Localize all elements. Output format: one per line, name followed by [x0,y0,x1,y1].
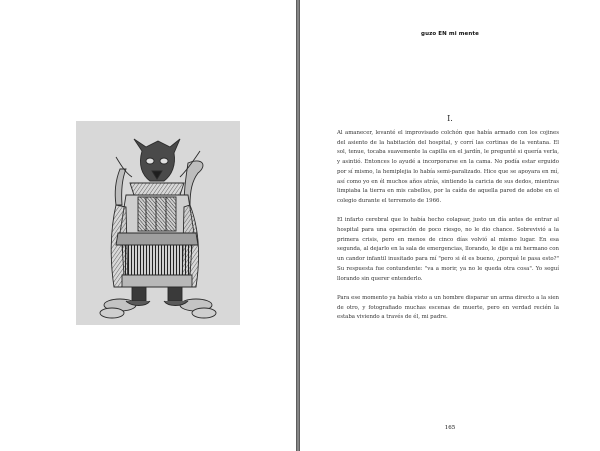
page-number: 165 [444,425,456,431]
body-text [337,129,559,333]
running-head: guzo EN mi mente [421,31,479,37]
paragraph: Para ese momento ya había visto a un hombre disparar un arma directo a la sien de otro, y fotografiado muchas escenas de muerte, pero en verdad recién la estaba viviendo a través de él, mi padre. [337,294,559,321]
paragraph: Al amanecer, levanté el improvisado colchón que había armado con los cojines del asiento de la habitación del hospital, y corrí las cortinas de la ventana. El sol, tenue, tocaba suavemente la capilla en el jardín, le pregunté si quería verla, y asintió. Entonces lo ayudé a incorporarse en la cama. No podía estar erguido por sí mismo, la hemiplejia lo había semi-paralizado. Hice que se apoyara en mí, así como yo en él muchos años atrás, sintiendo la caricia de sus dedos, mientras limpiaba la tierra en mis cabellos, por la caída de aquella pared de adobe en el colegio durante el terremoto de 1966. [337,130,559,204]
paragraph: El infarto cerebral que lo había hecho colapsar, justo un día antes de entrar al hospital para una operación de poco riesgo, no le dio chance. Sobrevivió a la primera crisis, pero en menos de cinco días volvió al mismo lugar. En esa segunda, al dejarlo en la sala de emergencias, llorando, le dije a mi hermano con un candor infantil inusitado para mí "pero si él es bueno, ¿porqué le pasa esto?" Su respuesta fue contundente: "va a morir, ya no le queda otra cosa". Yo seguí llorando sin querer entenderlo. [337,217,559,282]
right-page [300,0,600,451]
figure-illustration [76,121,240,325]
pencil-drawing-figure [76,121,240,325]
left-page [0,0,296,451]
chapter-number: I. [447,114,453,123]
